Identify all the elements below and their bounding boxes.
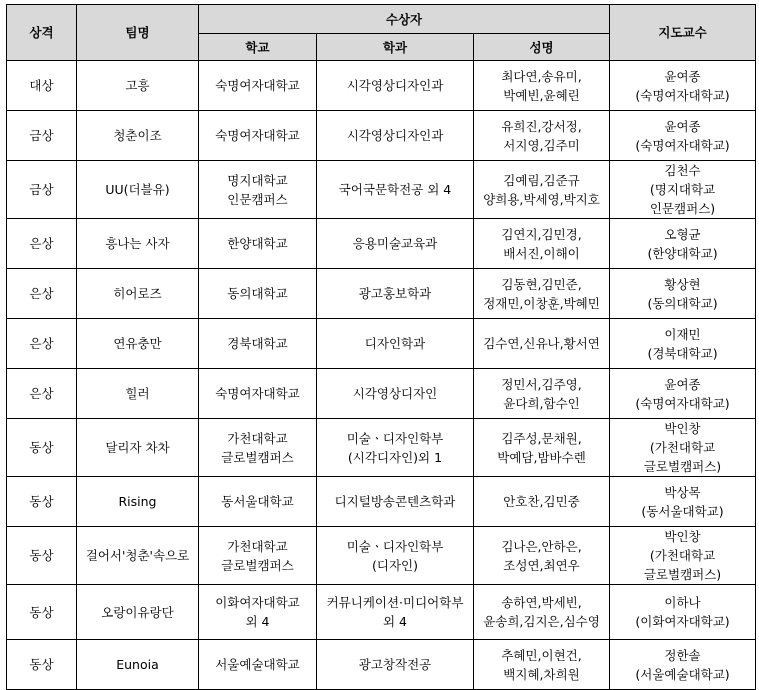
cell-names: 안호찬,김민중	[474, 477, 610, 527]
cell-school: 이화여자대학교 외 4	[199, 585, 317, 640]
cell-advisor: 박인창 (가천대학교 글로벌캠퍼스)	[610, 527, 756, 585]
cell-team: 힐러	[77, 369, 199, 419]
cell-award: 동상	[7, 585, 77, 640]
header-award: 상격	[7, 5, 77, 61]
cell-school: 한양대학교	[199, 219, 317, 269]
cell-award: 금상	[7, 111, 77, 161]
cell-team: Rising	[77, 477, 199, 527]
cell-award: 은상	[7, 219, 77, 269]
cell-team: 연유충만	[77, 319, 199, 369]
cell-department: 시각영상디자인	[317, 369, 474, 419]
cell-advisor: 윤여종 (숙명여자대학교)	[610, 61, 756, 111]
cell-department: 미술ㆍ디자인학부 (디자인)	[317, 527, 474, 585]
table-row	[7, 477, 756, 527]
table-body	[7, 61, 756, 690]
table-row	[7, 161, 756, 219]
cell-school: 가천대학교 글로벌캠퍼스	[199, 527, 317, 585]
table-row	[7, 640, 756, 690]
cell-school: 동서울대학교	[199, 477, 317, 527]
cell-advisor: 오형균 (한양대학교)	[610, 219, 756, 269]
cell-award: 은상	[7, 369, 77, 419]
cell-names: 정민서,김주영, 윤다희,함수인	[474, 369, 610, 419]
cell-award: 동상	[7, 527, 77, 585]
cell-advisor: 이하나 (이화여자대학교)	[610, 585, 756, 640]
cell-names: 최다연,송유미, 박예빈,윤혜린	[474, 61, 610, 111]
cell-school: 서울예술대학교	[199, 640, 317, 690]
cell-department: 미술ㆍ디자인학부 (시각디자인)외 1	[317, 419, 474, 477]
header-name: 성명	[474, 34, 610, 61]
cell-team: 히어로즈	[77, 269, 199, 319]
cell-school: 숙명여자대학교	[199, 61, 317, 111]
cell-award: 대상	[7, 61, 77, 111]
cell-names: 송하연,박세빈, 윤송희,김지은,심수영	[474, 585, 610, 640]
cell-advisor: 박상목 (동서울대학교)	[610, 477, 756, 527]
cell-names: 유희진,강서정, 서지영,김주미	[474, 111, 610, 161]
cell-department: 광고창작전공	[317, 640, 474, 690]
cell-advisor: 윤여종 (숙명여자대학교)	[610, 111, 756, 161]
cell-team: 오랑이유랑단	[77, 585, 199, 640]
cell-names: 김나은,안하은, 조성연,최연우	[474, 527, 610, 585]
cell-advisor: 황상현 (동의대학교)	[610, 269, 756, 319]
cell-team: 청춘이조	[77, 111, 199, 161]
table-row	[7, 61, 756, 111]
cell-names: 김주성,문채원, 박예담,밤바수렌	[474, 419, 610, 477]
cell-team: UU(더블유)	[77, 161, 199, 219]
table-row	[7, 369, 756, 419]
table-row	[7, 319, 756, 369]
awards-table	[6, 4, 756, 690]
cell-team: 고흥	[77, 61, 199, 111]
cell-school: 명지대학교 인문캠퍼스	[199, 161, 317, 219]
cell-department: 시각영상디자인과	[317, 111, 474, 161]
cell-award: 동상	[7, 477, 77, 527]
cell-names: 추혜민,이현건, 백지혜,차희원	[474, 640, 610, 690]
header-recipients: 수상자	[199, 5, 610, 34]
header-advisor: 지도교수	[610, 5, 756, 61]
cell-names: 김예림,김준규 양희용,박세영,박지호	[474, 161, 610, 219]
cell-award: 은상	[7, 319, 77, 369]
cell-department: 광고홍보학과	[317, 269, 474, 319]
table-row	[7, 269, 756, 319]
cell-names: 김연지,김민경, 배서진,이해이	[474, 219, 610, 269]
cell-names: 김동현,김민준, 정재민,이창훈,박혜민	[474, 269, 610, 319]
cell-department: 응용미술교육과	[317, 219, 474, 269]
cell-school: 숙명여자대학교	[199, 369, 317, 419]
cell-names: 김수연,신유나,황서연	[474, 319, 610, 369]
table-row	[7, 419, 756, 477]
cell-advisor: 박인창 (가천대학교 글로벌캠퍼스)	[610, 419, 756, 477]
cell-department: 디지털방송콘텐츠학과	[317, 477, 474, 527]
cell-advisor: 이재민 (경북대학교)	[610, 319, 756, 369]
cell-school: 가천대학교 글로벌캠퍼스	[199, 419, 317, 477]
header-school: 학교	[199, 34, 317, 61]
cell-team: 달리자 차차	[77, 419, 199, 477]
cell-department: 시각영상디자인과	[317, 61, 474, 111]
cell-school: 숙명여자대학교	[199, 111, 317, 161]
cell-school: 동의대학교	[199, 269, 317, 319]
cell-department: 디자인학과	[317, 319, 474, 369]
cell-advisor: 김천수 (명지대학교 인문캠퍼스)	[610, 161, 756, 219]
table-row	[7, 527, 756, 585]
table-row	[7, 585, 756, 640]
cell-department: 커뮤니케이션·미디어학부 외 4	[317, 585, 474, 640]
cell-advisor: 윤여종 (숙명여자대학교)	[610, 369, 756, 419]
table-row	[7, 111, 756, 161]
table-row	[7, 219, 756, 269]
cell-award: 은상	[7, 269, 77, 319]
cell-department: 국어국문학전공 외 4	[317, 161, 474, 219]
cell-award: 동상	[7, 640, 77, 690]
cell-team: 걸어서'청춘'속으로	[77, 527, 199, 585]
header-department: 학과	[317, 34, 474, 61]
cell-team: Eunoia	[77, 640, 199, 690]
cell-team: 흥나는 사자	[77, 219, 199, 269]
cell-school: 경북대학교	[199, 319, 317, 369]
cell-award: 동상	[7, 419, 77, 477]
cell-advisor: 정한솔 (서울예술대학교)	[610, 640, 756, 690]
header-team: 팀명	[77, 5, 199, 61]
cell-award: 금상	[7, 161, 77, 219]
